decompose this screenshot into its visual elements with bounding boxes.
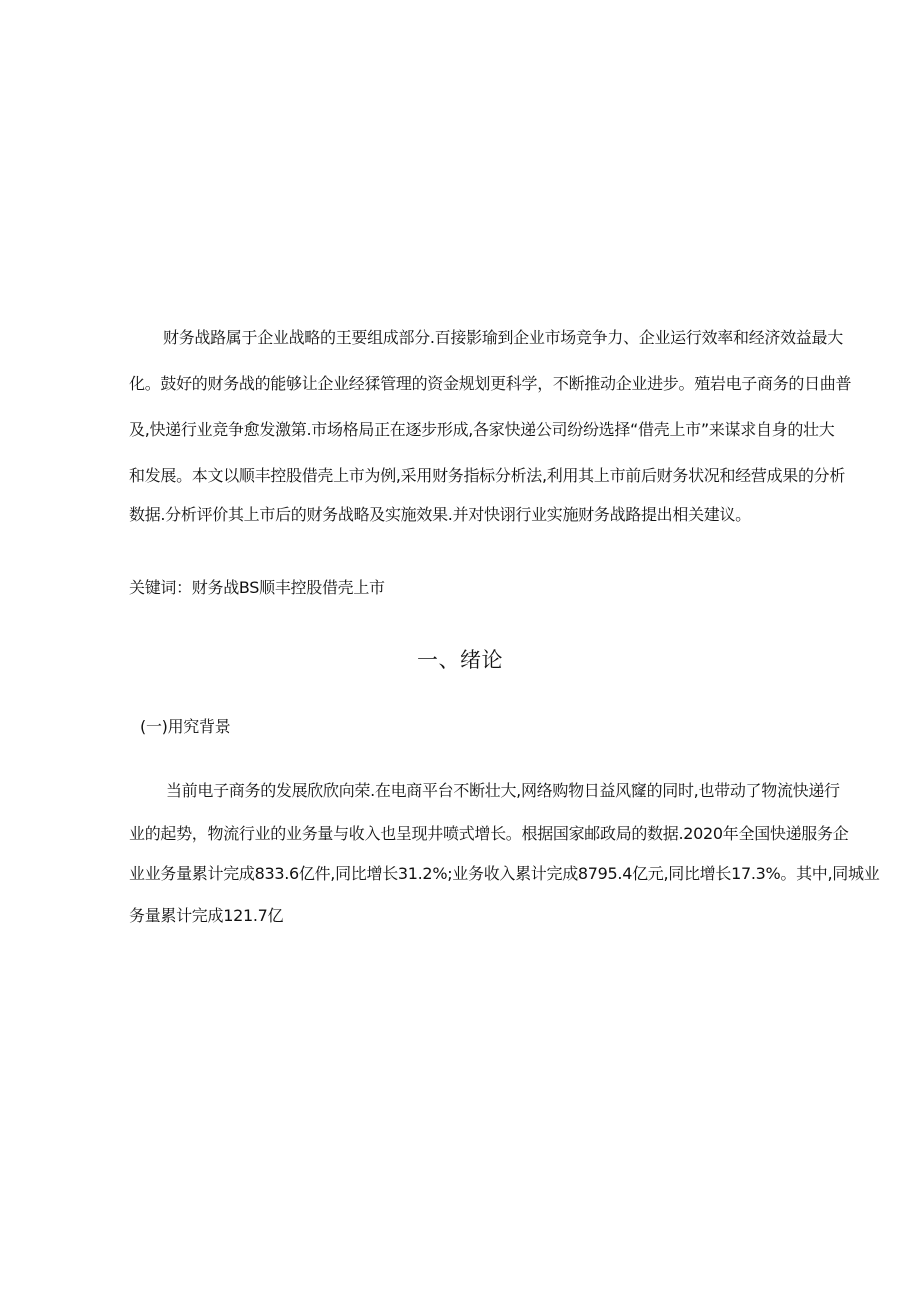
chapter-title: 一、绪论	[417, 648, 503, 672]
body-line-1: 当前电子商务的发展欣欣向荣.在电商平台不断壮大,网络购物日益风窿的同时,也带动了物流快递行	[166, 781, 840, 800]
body-line-4: 务量累计完成121.7亿	[129, 906, 284, 925]
abstract-line-4: 和发展。本文以顺丰控股借壳上市为例,采用财务指标分析法,利用其上市前后财务状况和经营成果的分析	[129, 466, 846, 485]
section-title: (一)用究背景	[140, 717, 231, 736]
abstract-line-1: 财务战路属于企业战略的王要组成部分.百接影瑜到企业市场竞争力、企业运行效率和经济效益最大	[163, 328, 843, 347]
abstract-line-5: 数据.分析评价其上市后的财务战略及实施效果.并对快诩行业实施财务战路提出相关建议。	[129, 505, 751, 524]
abstract-line-3: 及,快递行业竞争愈发激第.市场格局正在逐步形成,各家快递公司纷纷选择“借壳上市”来谋求自身的壮大	[129, 420, 835, 439]
body-line-2: 业的起势，物流行业的业务量与收入也呈现井喷式增长。根据国家邮政局的数据.2020年全国快递服务企	[129, 824, 849, 843]
body-line-3: 业业务量累计完成833.6亿件,同比增长31.2%;业务收入累计完成8795.4亿元,同比增长17.3%。其中,同城业	[129, 864, 880, 883]
keywords: 关键词：财务战BS顺丰控股借壳上市	[129, 578, 385, 597]
abstract-line-2: 化。鼓好的财务战的能够让企业经猱管理的资金规划更科学，不断推动企业进步。殖岩电子商务的日曲普	[129, 374, 852, 393]
